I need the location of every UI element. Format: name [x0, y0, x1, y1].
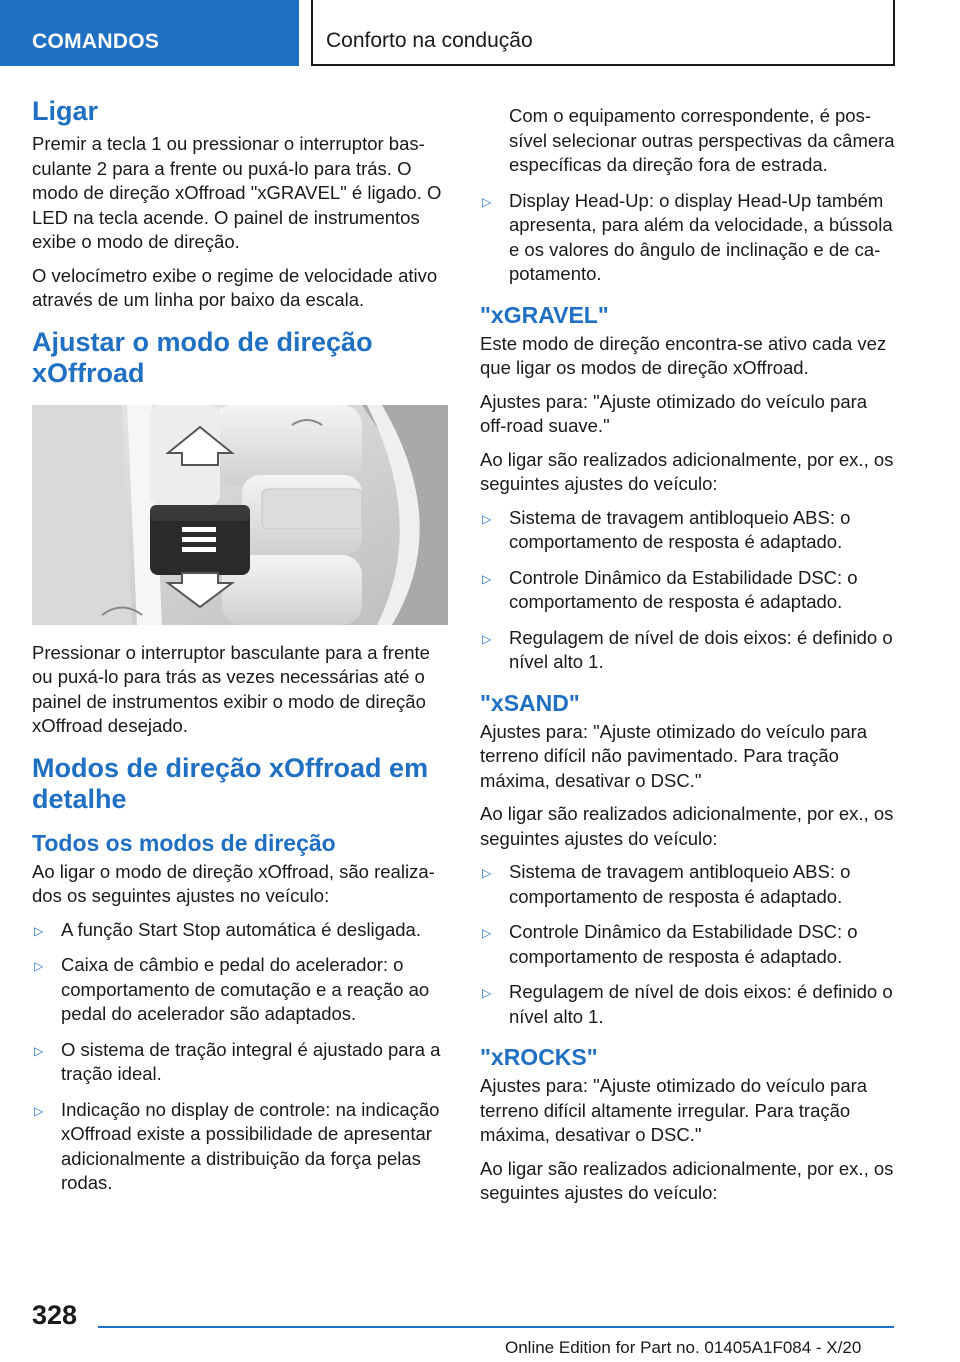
list-item: [32, 1098, 450, 1196]
list-item-text: Controle Dinâmico da Estabilidade DSC: o comportamento de resposta é adaptado.: [509, 566, 858, 612]
list-item-text: Sistema de travagem antibloqueio ABS: o comportamento de resposta é adaptado.: [509, 861, 851, 907]
triangle-right-icon: ▷: [34, 959, 44, 973]
paragraph: Ao ligar são realizados adicionalmente, por ex., os seguintes ajustes do veículo:: [480, 448, 894, 494]
paragraph: Este modo de direção encontra-se ativo cada vez que ligar os modos de direção xOffroad.: [480, 332, 887, 378]
list-item-text: Indicação no display de controle: na indicação xOffroad existe a possibilidade de apresentar adicionalmente a distribuição da força pelas rodas.: [61, 1098, 440, 1193]
triangle-right-icon: ▷: [34, 1103, 44, 1118]
list-item: [480, 920, 898, 969]
list-item-text: Controle Dinâmico da Estabilidade DSC: o comportamento de resposta é adaptado.: [509, 921, 858, 967]
list-item: [480, 189, 898, 287]
triangle-right-icon: ▷: [482, 194, 492, 209]
rocker-switch-illustration: [32, 405, 448, 625]
triangle-right-icon: ▷: [482, 571, 492, 586]
list-item: [480, 980, 898, 1029]
page-number: 328: [32, 1300, 78, 1330]
list-item: [32, 953, 450, 1027]
paragraph: Ajustes para: "Ajuste otimizado do veículo para terreno difícil altamente irregular. Para tração máxima, desativar o DSC.": [480, 1075, 868, 1145]
bullet-list: [32, 918, 450, 1196]
list-item: [480, 506, 898, 555]
triangle-right-icon: ▷: [34, 1043, 44, 1058]
heading-ligar: Ligar: [32, 96, 99, 126]
paragraph: O velocímetro exibe o regime de velocidade ativo através de um linha por baixo da escala.: [32, 264, 438, 310]
triangle-right-icon: ▷: [34, 923, 44, 938]
list-item-continuation: Com o equipamento correspondente, é possível selecionar outras perspectivas da câmera específicas da direção fora de estrada.: [509, 105, 895, 175]
chapter-title: Conforto na condução: [326, 29, 533, 52]
paragraph: Ao ligar o modo de direção xOffroad, são realizados os seguintes ajustes no veículo:: [32, 860, 435, 906]
paragraph: Premir a tecla 1 ou pressionar o interruptor basculante 2 para a frente ou puxá-lo para trás. O modo de direção xOffroad "xGRAVEL" é ligado. O LED na tecla acende. O painel de instrumentos exibe o modo de direção.: [32, 133, 442, 252]
edition-note: Online Edition for Part no. 01405A1F084 - X/20: [505, 1338, 862, 1357]
triangle-right-icon: ▷: [482, 926, 492, 940]
header-right-border: [893, 0, 895, 66]
header-separator: [311, 0, 313, 66]
list-item: [480, 626, 898, 675]
list-item-text: A função Start Stop automática é desligada.: [61, 918, 421, 940]
right-column: [480, 104, 898, 1215]
triangle-right-icon: ▷: [482, 631, 492, 646]
list-item-text: Sistema de travagem antibloqueio ABS: o comportamento de resposta é adaptado.: [509, 506, 851, 552]
heading-xsand: "xSAND": [480, 689, 580, 716]
left-column: [32, 96, 450, 1207]
list-item: [480, 860, 898, 909]
paragraph: Ao ligar são realizados adicionalmente, por ex., os seguintes ajustes do veículo:: [480, 1157, 894, 1203]
paragraph: Ao ligar são realizados adicionalmente, por ex., os seguintes ajustes do veículo:: [480, 803, 894, 849]
bullet-list: [480, 860, 898, 1029]
heading-ajustar: Ajustar o modo de direção xOffroad: [32, 326, 373, 388]
list-item: [32, 918, 450, 943]
list-item-text: Regulagem de nível de dois eixos: é definido o nível alto 1.: [509, 626, 893, 672]
rocker-switch-photo: [32, 405, 448, 625]
triangle-right-icon: ▷: [482, 511, 492, 526]
list-item: [480, 566, 898, 615]
list-item-text: Regulagem de nível de dois eixos: é definido o nível alto 1.: [509, 981, 893, 1027]
paragraph: Pressionar o interruptor basculante para a frente ou puxá-lo para trás as vezes necessárias até o painel de instrumentos exibir o modo de direção xOffroad desejado.: [32, 641, 430, 736]
list-item-text: Caixa de câmbio e pedal do acelerador: o comportamento de comutação e a reação ao pedal do acelerador são adaptados.: [61, 954, 430, 1024]
bullet-list: [480, 189, 898, 287]
triangle-right-icon: ▷: [482, 986, 492, 1000]
list-item-text: Display Head-Up: o display Head-Up também apresenta, para além da velocidade, a bússola e os valores do ângulo de inclinação e de capotamento.: [509, 189, 893, 284]
heading-modos-detalhe: Modos de direção xOffroad em detalhe: [32, 752, 429, 814]
list-item-text: O sistema de tração integral é ajustado para a tração ideal.: [61, 1038, 441, 1084]
bullet-list: [480, 506, 898, 675]
list-item: [32, 1038, 450, 1087]
heading-todos-modos: Todos os modos de direção: [32, 829, 336, 856]
paragraph: Ajustes para: "Ajuste otimizado do veículo para off-road suave.": [480, 390, 868, 436]
heading-xrocks: "xROCKS": [480, 1044, 598, 1070]
paragraph: Ajustes para: "Ajuste otimizado do veículo para terreno difícil não pavimentado. Para tração máxima, desativar o DSC.": [480, 720, 868, 791]
section-tab: COMANDOS: [0, 0, 299, 66]
footer-rule: [98, 1326, 894, 1328]
header-bottom-border: [311, 64, 895, 66]
page-header: [0, 0, 960, 66]
heading-xgravel: "xGRAVEL": [480, 301, 609, 328]
triangle-right-icon: ▷: [482, 866, 492, 880]
